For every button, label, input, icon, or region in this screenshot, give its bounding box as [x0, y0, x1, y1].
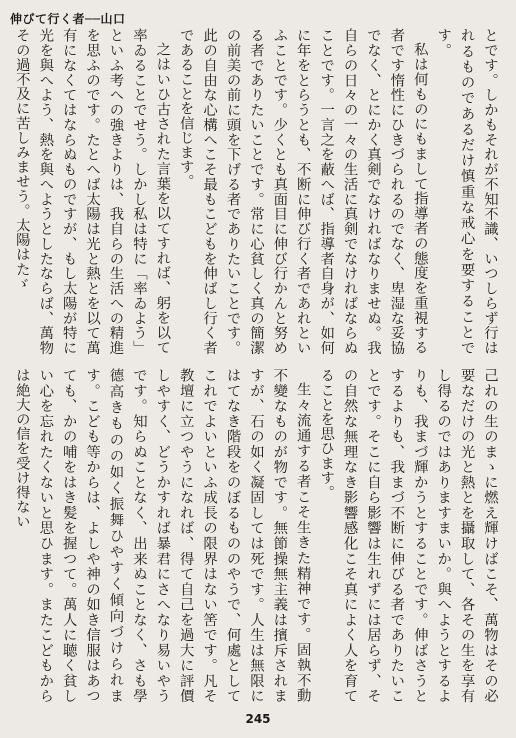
running-header: 伸びて行く者──山口 — [10, 12, 126, 26]
paragraph: とです。しかもそれが不知不識、いつしらず行はれるものであるだけ慎重な戒心を要することです。 — [435, 28, 498, 355]
lower-text-block — [13, 368, 501, 703]
paragraph: 己れの生のまゝに燃え輝けばこそ、萬物はその必要なだけの光と熱とを攝取して、各その生を享有し得るのではありますまいか。與へようとするよりも、我まづ輝かうとすることです。伸ばさうとするよりも、我まづ不断に伸びる者でありたいことです。そこに自ら影響は生れずには居らず、その自然な無理なき影響感化こそ真によく人を育てることを思ひます。 — [318, 368, 498, 703]
page-number: 245 — [245, 712, 271, 726]
upper-text-block — [13, 28, 501, 355]
paragraph: 之はいひ古された言葉を以てすれば、躬を以て率ゐることでせう。しかし私は特に「率ゐよう」といふ考への強きよりは、我自らの生活への精進を思ふのです。たとへば太陽は光と熱とを以て萬有になくてはならぬものですが、もし太陽が特に光を與へよう、熱を與へようとしたならば、萬物その過不及に苦しみませう。太陽はたゞ — [13, 28, 171, 355]
paragraph: 私は何ものにもまして指導者の態度を重視する者です惰性にひきづられるのでなく、卑湿な妥協でなく、とにかく真剣でなければなりませぬ。我自らの日々の一々の生活に真剣でなければならぬことです。一言之を蔽へば、指導者自身が、如何に年をとらうとも、不断に伸び行く者であれといふことです。少くとも真面目に伸び行かんと努める者でありたいことです。常に心貧しく真の簡潔の前美の前に頭を下げる者でありたいことです。此の自由な心構へこそ最もこどもを伸ばし行く者であることを信じます。 — [177, 28, 428, 355]
paragraph: 生々流通する者こそ生きた精神です。固執不動不變なものが物です。無節操無主義は擯斥されますが、石の如く凝固しては死です。人生は無限にはてなき階段をのぼるもののやうで、何處としてこれでよいといふ成長の限界はない筈です。凡そ教壇に立つやうになれば、得て自己を過大に評價しやすく、どうかすれば暴君にさへなり易いやうです。知らぬことなく、出来ぬことなく、さも學德高きものの如く振舞ひやすく傾向づけられます。こども等からは、よしや神の如き信服はあつても、かの哺をはき髪を握つて。萬人に聴く貧しい心を忘れたくないと思ひます。またこどもからは絶大の信を受け得ない — [13, 368, 311, 703]
